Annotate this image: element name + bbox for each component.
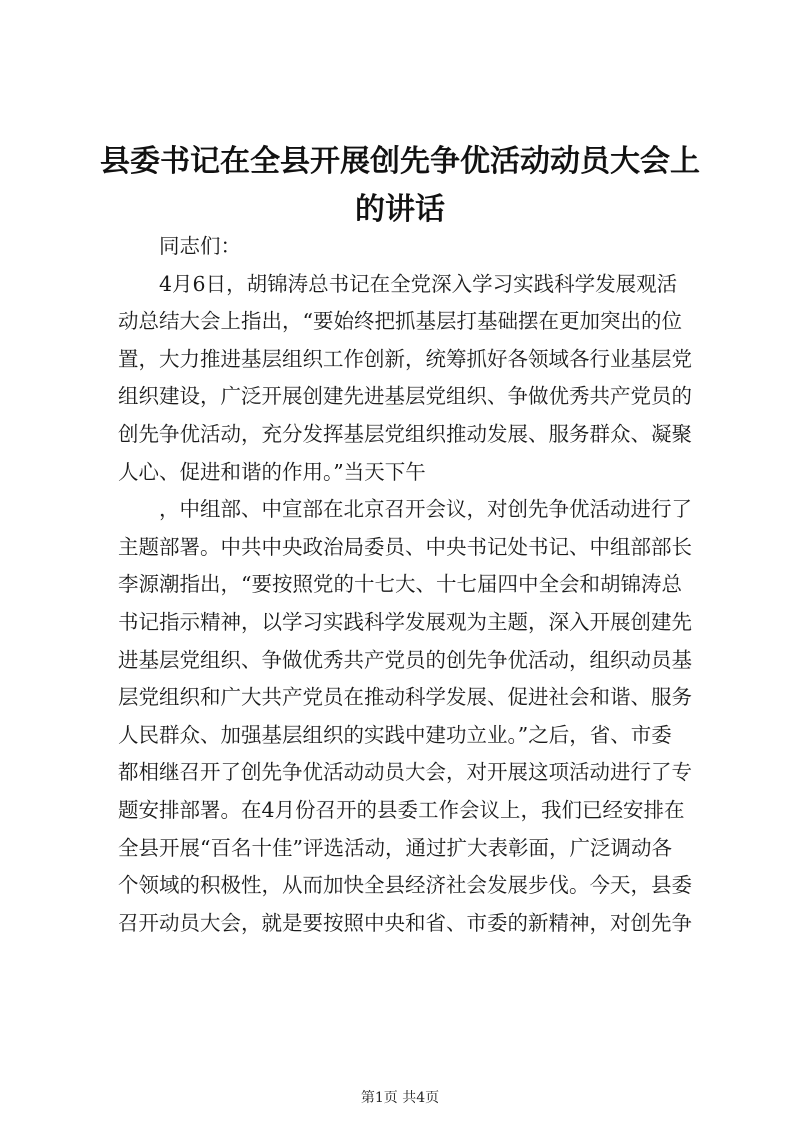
greeting-paragraph: 同志们： bbox=[159, 234, 241, 258]
document-title: 县委书记在全县开展创先争优活动动员大会上 的讲话 bbox=[100, 144, 700, 227]
body-paragraph-2: ，中组部、中宣部在北京召开会议，对创先争优活动进行了 主题部署。中共中央政治局委员、中央书记处书记、中组部部长 李源潮指出，“要按照党的十七大、十七届四中全会和胡锦涛总 书记指示精神，以学习实践科学发展观为主题，深入开展创建先 进基层党组织、争做优秀共产党员的创先争优活动，组织动员基 层党组织和广大共产党员在推动科学发展、促进社会和谐、服务 人民群众、加强基层组织的实践中建功立业。”之后，省、市委 都相继召开了创先争优活动动员大会，对开展这项活动进行了专 题安排部署。在4月份召开的县委工作会议上，我们已经安排在 全县开展“百名十佳”评选活动，通过扩大表彰面，广泛调动各 个领域的积极性，从而加快全县经济社会发展步伐。今天，县委 召开动员大会，就是要按照中央和省、市委的新精神，对创先争 bbox=[118, 497, 692, 935]
document-body bbox=[118, 228, 702, 942]
page-footer: 第1页 共4页 bbox=[360, 1090, 440, 1106]
body-paragraph-1: 4月6日，胡锦涛总书记在全党深入学习实践科学发展观活 动总结大会上指出，“要始终把抓基层打基础摆在更加突出的位 置，大力推进基层组织工作创新，统筹抓好各领域各行业基层党 组织建设，广泛开展创建先进基层党组织、争做优秀共产党员的 创先争优活动，充分发挥基层党组织推动发展、服务群众、凝聚 人心、促进和谐的作用。”当天下午 bbox=[118, 271, 692, 484]
